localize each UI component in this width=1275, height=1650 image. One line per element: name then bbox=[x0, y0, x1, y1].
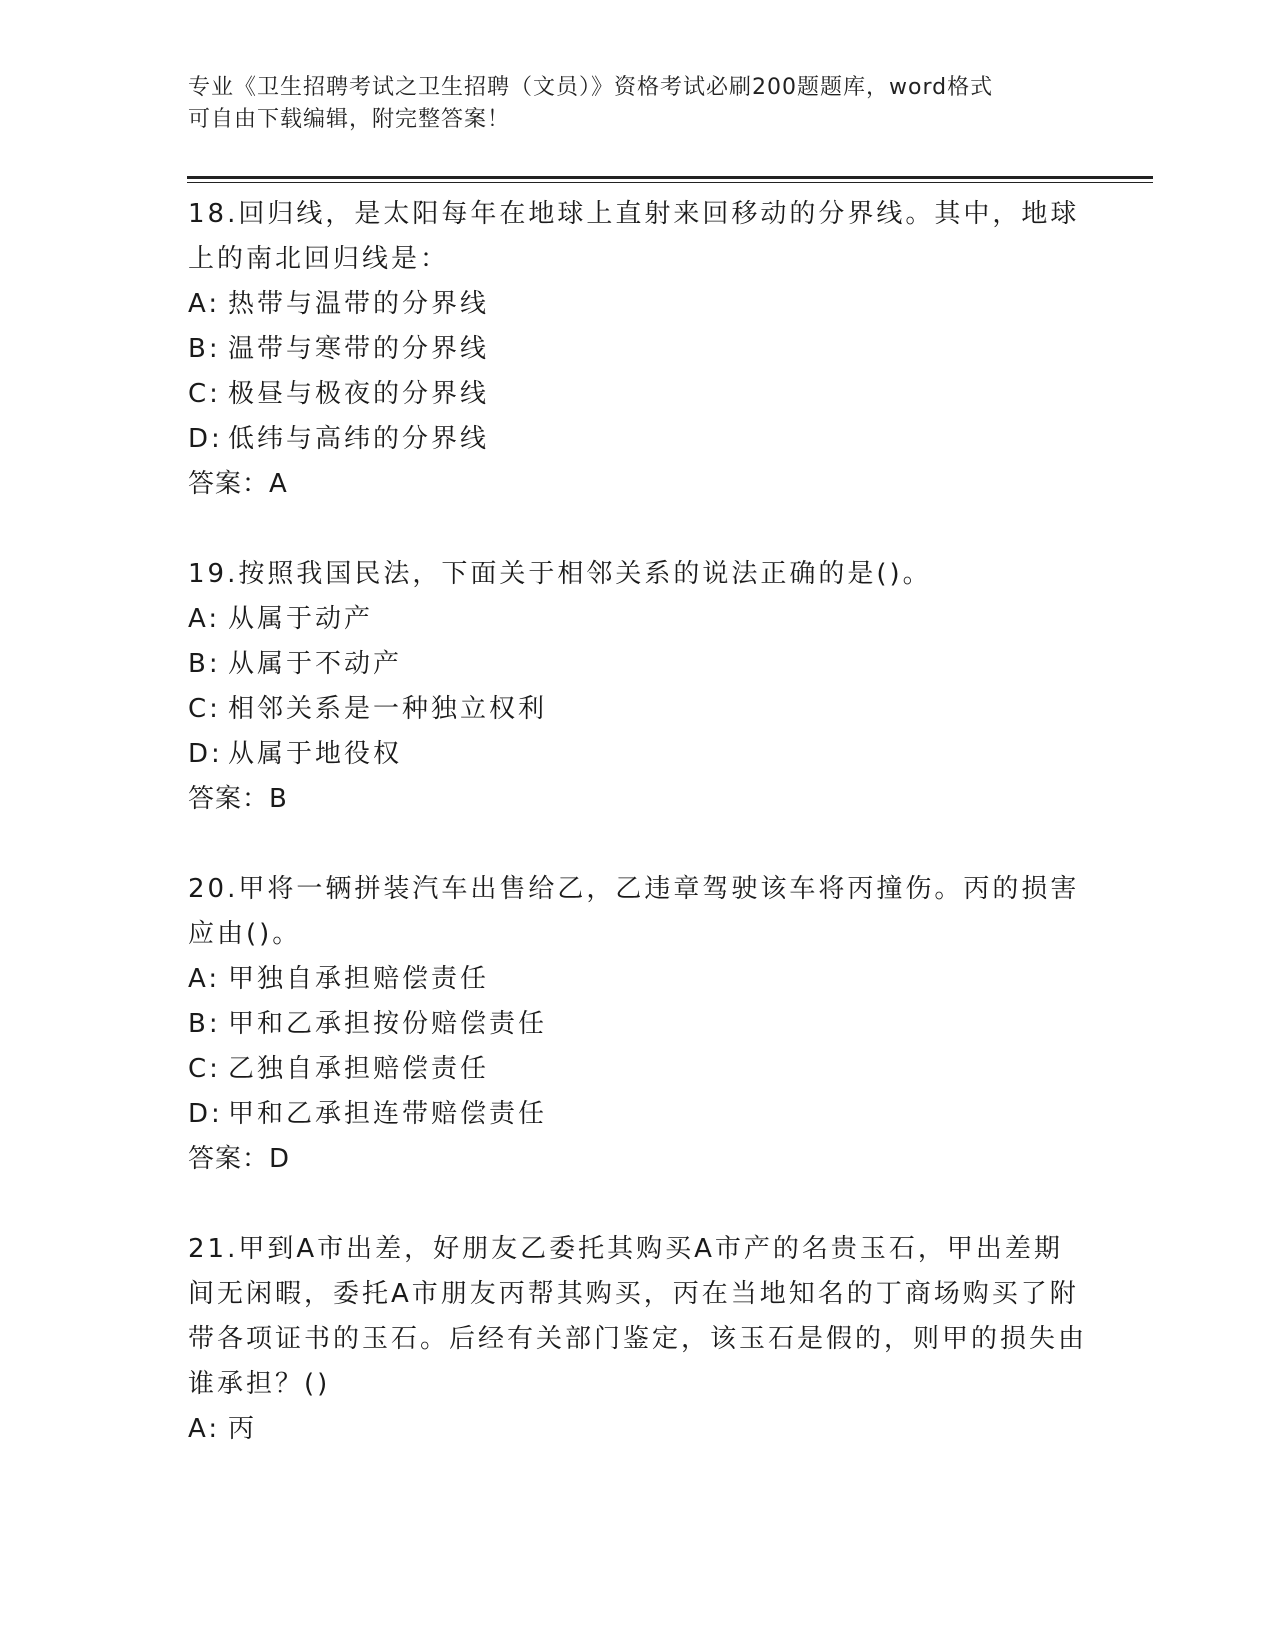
header-line-2: 可自由下载编辑，附完整答案！ bbox=[188, 107, 511, 132]
header-rule-thick bbox=[187, 176, 1153, 179]
answer-option bbox=[188, 417, 1088, 462]
answer-option bbox=[188, 687, 1088, 732]
question-block bbox=[188, 867, 1088, 1182]
answer-option bbox=[188, 597, 1088, 642]
option-text: 从属于动产 bbox=[228, 604, 374, 634]
question-stem: 20.甲将一辆拼装汽车出售给乙，乙违章驾驶该车将丙撞伤。丙的损害应由()。 bbox=[188, 874, 1080, 949]
option-letter: C: bbox=[188, 694, 221, 724]
option-text: 甲和乙承担连带赔偿责任 bbox=[228, 1099, 548, 1129]
option-letter: B: bbox=[188, 649, 221, 679]
question-stem: 21.甲到A市出差，好朋友乙委托其购买A市产的名贵玉石，甲出差期间无闲暇，委托A市朋友丙帮其购买，丙在当地知名的丁商场购买了附带各项证书的玉石。后经有关部门鉴定，该玉石是假的，则甲的损失由谁承担？() bbox=[188, 1234, 1088, 1399]
question-block bbox=[188, 192, 1088, 507]
answer-key: 答案：D bbox=[188, 1144, 291, 1174]
option-letter: C: bbox=[188, 1054, 221, 1084]
document-header bbox=[188, 72, 1068, 136]
option-letter: A: bbox=[188, 289, 221, 319]
option-letter: B: bbox=[188, 334, 221, 364]
option-text: 从属于不动产 bbox=[228, 649, 403, 679]
question-block bbox=[188, 1227, 1088, 1452]
answer-option bbox=[188, 1047, 1088, 1092]
answer-option bbox=[188, 1002, 1088, 1047]
option-letter: B: bbox=[188, 1009, 221, 1039]
option-text: 低纬与高纬的分界线 bbox=[228, 424, 490, 454]
option-text: 甲和乙承担按份赔偿责任 bbox=[228, 1009, 548, 1039]
option-text: 极昼与极夜的分界线 bbox=[228, 379, 490, 409]
question-list bbox=[188, 192, 1088, 1497]
answer-option bbox=[188, 282, 1088, 327]
question-stem: 19.按照我国民法，下面关于相邻关系的说法正确的是()。 bbox=[188, 559, 932, 589]
answer-option bbox=[188, 327, 1088, 372]
option-text: 乙独自承担赔偿责任 bbox=[228, 1054, 490, 1084]
answer-option bbox=[188, 1407, 1088, 1452]
answer-option bbox=[188, 372, 1088, 417]
option-letter: D: bbox=[188, 739, 223, 769]
option-text: 温带与寒带的分界线 bbox=[228, 334, 490, 364]
header-rule-thin bbox=[187, 182, 1153, 183]
answer-key: 答案：B bbox=[188, 784, 288, 814]
answer-option bbox=[188, 957, 1088, 1002]
question-block bbox=[188, 552, 1088, 822]
option-text: 相邻关系是一种独立权利 bbox=[228, 694, 548, 724]
option-text: 热带与温带的分界线 bbox=[228, 289, 490, 319]
option-text: 甲独自承担赔偿责任 bbox=[228, 964, 490, 994]
option-text: 从属于地役权 bbox=[228, 739, 403, 769]
answer-option bbox=[188, 642, 1088, 687]
option-letter: A: bbox=[188, 1414, 221, 1444]
option-letter: A: bbox=[188, 964, 221, 994]
answer-option bbox=[188, 1092, 1088, 1137]
option-letter: C: bbox=[188, 379, 221, 409]
header-line-1: 专业《卫生招聘考试之卫生招聘（文员）》资格考试必刷200题题库，word格式 bbox=[188, 75, 994, 100]
answer-key: 答案：A bbox=[188, 469, 288, 499]
option-letter: D: bbox=[188, 424, 223, 454]
option-text: 丙 bbox=[228, 1414, 258, 1444]
option-letter: A: bbox=[188, 604, 221, 634]
question-stem: 18.回归线，是太阳每年在地球上直射来回移动的分界线。其中，地球上的南北回归线是： bbox=[188, 199, 1080, 274]
answer-option bbox=[188, 732, 1088, 777]
option-letter: D: bbox=[188, 1099, 223, 1129]
